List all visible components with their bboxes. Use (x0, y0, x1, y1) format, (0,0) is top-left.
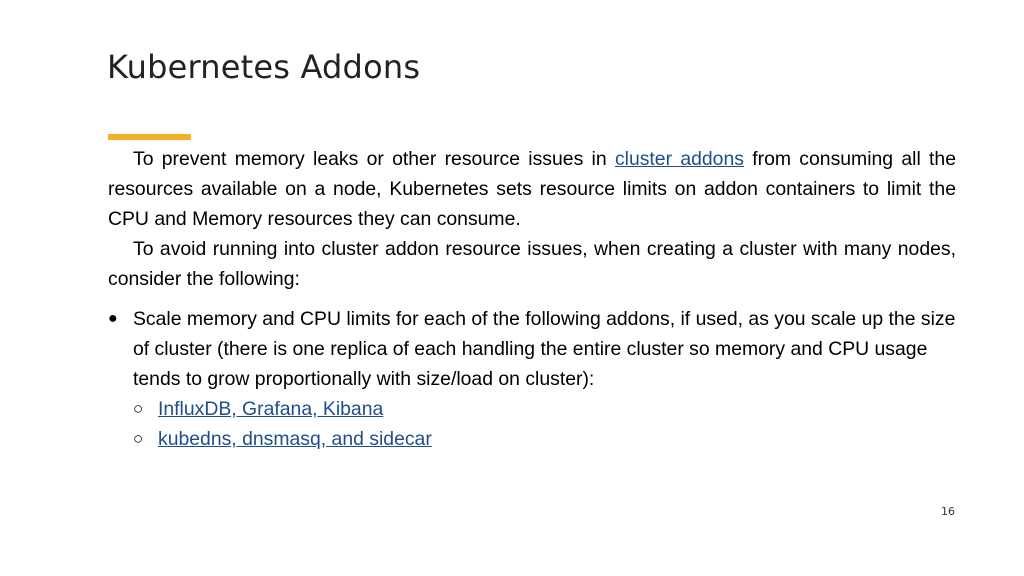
title-accent-bar (108, 134, 191, 140)
sub-bullet-item (133, 394, 956, 424)
bullet-list (108, 304, 956, 454)
paragraph-intro (108, 144, 956, 234)
slide-body (108, 144, 956, 454)
bullet-marker: ● (108, 310, 118, 327)
paragraph-advice: To avoid running into cluster addon resource issues, when creating a cluster with many nodes, consider the following: (108, 238, 956, 290)
sub-bullet-list (133, 394, 956, 454)
sub-bullet-marker: ○ (133, 429, 144, 448)
sub-bullet-item (133, 424, 956, 454)
sub-bullet-marker: ○ (133, 399, 144, 418)
page-number: 16 (941, 505, 955, 518)
kubedns-dnsmasq-sidecar-link[interactable]: kubedns, dnsmasq, and sidecar (158, 428, 432, 450)
bullet-text: Scale memory and CPU limits for each of the following addons, if used, as you scale up the size of cluster (there is one replica of each handling the entire cluster so memory and CPU usage tends to grow proportionally with size/load on cluster): (133, 308, 956, 390)
bullet-item (108, 304, 956, 454)
paragraph-intro-text-after: from consuming all the resources available on a node, Kubernetes sets resource limits on addon containers to limit the CPU and Memory resources they can consume. (108, 148, 956, 230)
influxdb-grafana-kibana-link[interactable]: InfluxDB, Grafana, Kibana (158, 398, 384, 420)
slide-title: Kubernetes Addons (107, 48, 421, 86)
paragraph-intro-text-before: To prevent memory leaks or other resource issues in (133, 148, 615, 170)
cluster-addons-link[interactable]: cluster addons (614, 148, 744, 170)
